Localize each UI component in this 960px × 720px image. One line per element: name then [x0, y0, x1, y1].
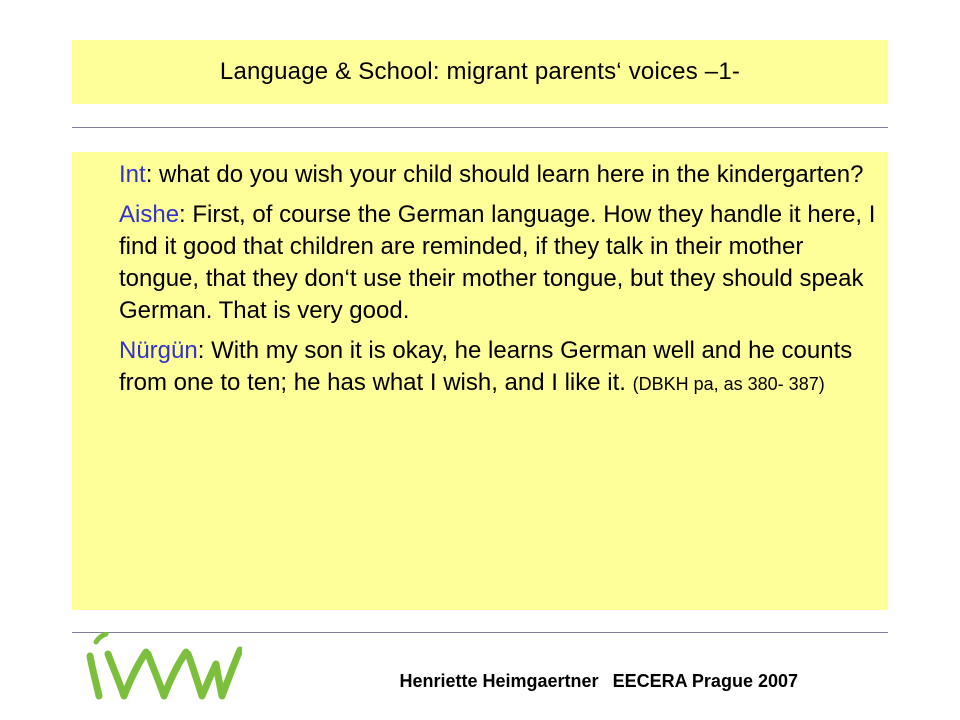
footer [400, 671, 799, 692]
utterance-text: what do you wish your child should learn here in the kindergarten? [159, 161, 864, 188]
utterance-text: With my son it is okay, he learns German well and he counts from one to ten; he has what I wish, and I like it. [119, 337, 853, 396]
dialogue-paragraph-nurgun [119, 335, 878, 400]
speaker-aishe: Aishe [119, 201, 180, 228]
footer-event: EECERA Prague 2007 [612, 671, 798, 691]
dialogue-paragraph-int [119, 159, 878, 191]
title-box [72, 40, 888, 104]
separator: : [145, 161, 160, 188]
citation-reference: (DBKH pa, as 380- 387) [632, 374, 825, 394]
separator: : [197, 337, 212, 364]
ivvw-logo-icon [82, 632, 242, 702]
footer-author: Henriette Heimgaertner [399, 671, 599, 691]
utterance-text: First, of course the German language. How they handle it here, I find it good that children are reminded, if they talk in their mother tongue, that they don‘t use their mother tongue, but they should speak German. That is very good. [119, 201, 876, 324]
speaker-nurgun: Nürgün [119, 337, 198, 364]
slide-title: Language & School: migrant parents‘ voices –1- [219, 58, 741, 85]
separator: : [179, 201, 193, 228]
content-box [72, 152, 888, 610]
dialogue-paragraph-aishe [119, 199, 878, 327]
speaker-int: Int [119, 161, 146, 188]
top-divider [72, 127, 888, 128]
